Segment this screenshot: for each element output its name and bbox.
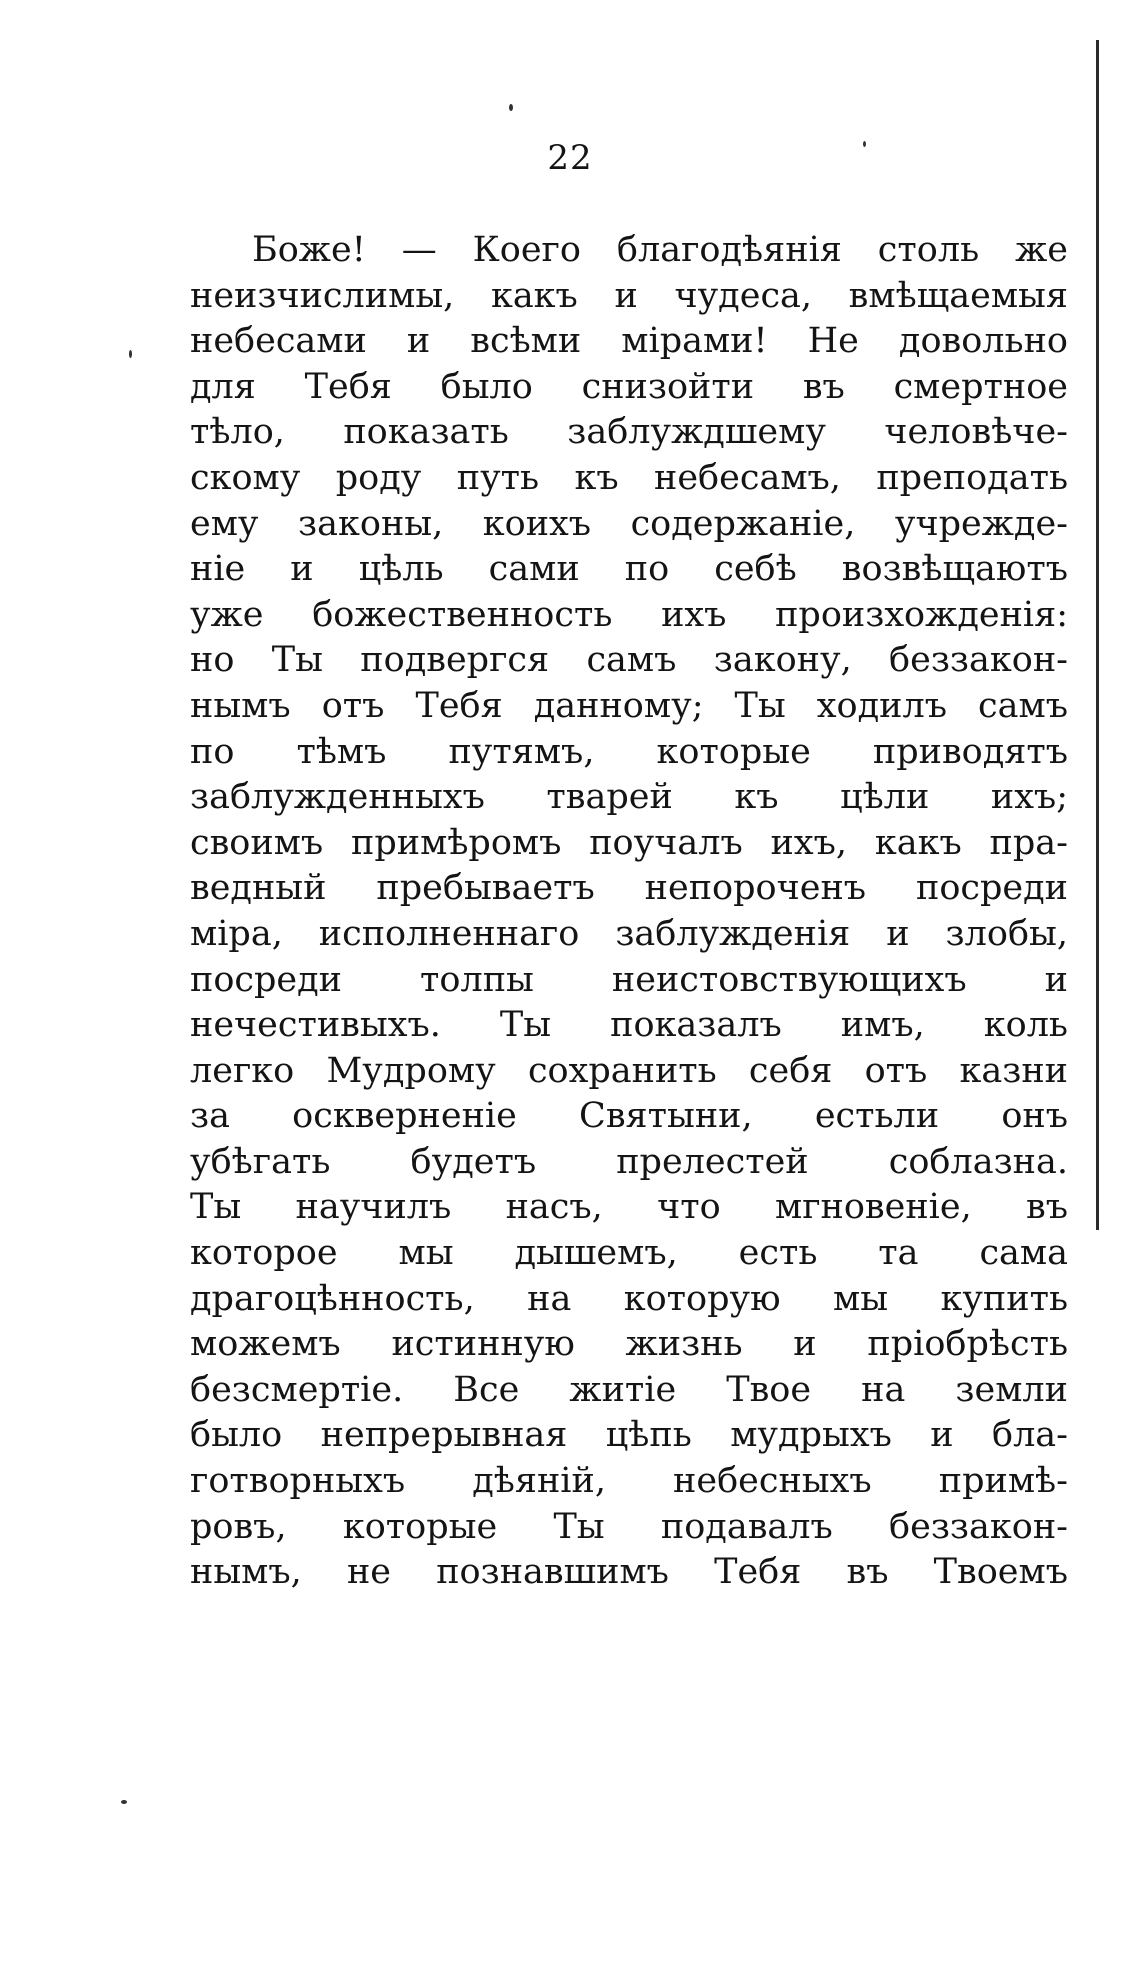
text-line: посреди толпы неистовствующихъ и <box>190 959 1068 1000</box>
text-line: убѣгать будетъ прелестей соблазна. <box>190 1141 1068 1182</box>
text-line: по тѣмъ путямъ, которые приводятъ <box>190 731 1068 772</box>
text-line: легко Мудрому сохранить себя отъ казни <box>190 1050 1068 1091</box>
text-line: готворныхъ дѣяній, небесныхъ примѣ- <box>190 1461 1068 1502</box>
print-speck <box>121 1800 127 1804</box>
text-line: неизчислимы, какъ и чудеса, вмѣщаемыя <box>190 275 1068 316</box>
text-line: небесами и всѣми мірами! Не довольно <box>190 321 1068 362</box>
text-line: можемъ истинную жизнь и пріобрѣсть <box>190 1324 1068 1365</box>
text-line: для Тебя было снизойти въ смертное <box>190 366 1068 407</box>
text-line: которое мы дышемъ, есть та сама <box>190 1233 1068 1274</box>
print-speck <box>509 104 513 111</box>
text-line: міра, исполненнаго заблужденія и злобы, <box>190 913 1068 954</box>
page-number: 22 <box>547 138 593 178</box>
body-text <box>190 228 1068 1596</box>
text-line: было непрерывная цѣпь мудрыхъ и бла- <box>190 1415 1068 1456</box>
page-edge-rule <box>1096 40 1099 1230</box>
text-line: заблужденныхъ тварей къ цѣли ихъ; <box>190 777 1068 818</box>
text-line: Боже! — Коего благодѣянія столь же <box>252 230 1068 270</box>
text-line: ніе и цѣль сами по себѣ возвѣщаютъ <box>190 549 1068 590</box>
text-line: но Ты подвергся самъ закону, беззакон- <box>190 640 1068 681</box>
text-line: тѣло, показать заблуждшему человѣче- <box>190 412 1068 453</box>
text-line: ему законы, коихъ содержаніе, учрежде- <box>190 503 1068 544</box>
text-line: Ты научилъ насъ, что мгновеніе, въ <box>190 1187 1068 1228</box>
text-line: за оскверненіе Святыни, естьли онъ <box>190 1096 1068 1137</box>
text-line: нымъ отъ Тебя данному; Ты ходилъ самъ <box>190 685 1068 726</box>
text-line: скому роду путь къ небесамъ, преподать <box>190 457 1068 498</box>
text-line: драгоцѣнность, на которую мы купить <box>190 1278 1068 1319</box>
text-line: нечестивыхъ. Ты показалъ имъ, коль <box>190 1005 1068 1046</box>
text-line: безсмертіе. Все житіе Твое на земли <box>190 1369 1068 1410</box>
text-line: ведный пребываетъ непороченъ посреди <box>190 868 1068 909</box>
text-line: нымъ, не познавшимъ Тебя въ Твоемъ <box>190 1552 1068 1593</box>
text-line: своимъ примѣромъ поучалъ ихъ, какъ пра- <box>190 822 1068 863</box>
text-line: уже божественность ихъ произхожденія: <box>190 594 1068 635</box>
text-line: ровъ, которые Ты подавалъ беззакон- <box>190 1506 1068 1547</box>
print-speck <box>129 350 132 358</box>
